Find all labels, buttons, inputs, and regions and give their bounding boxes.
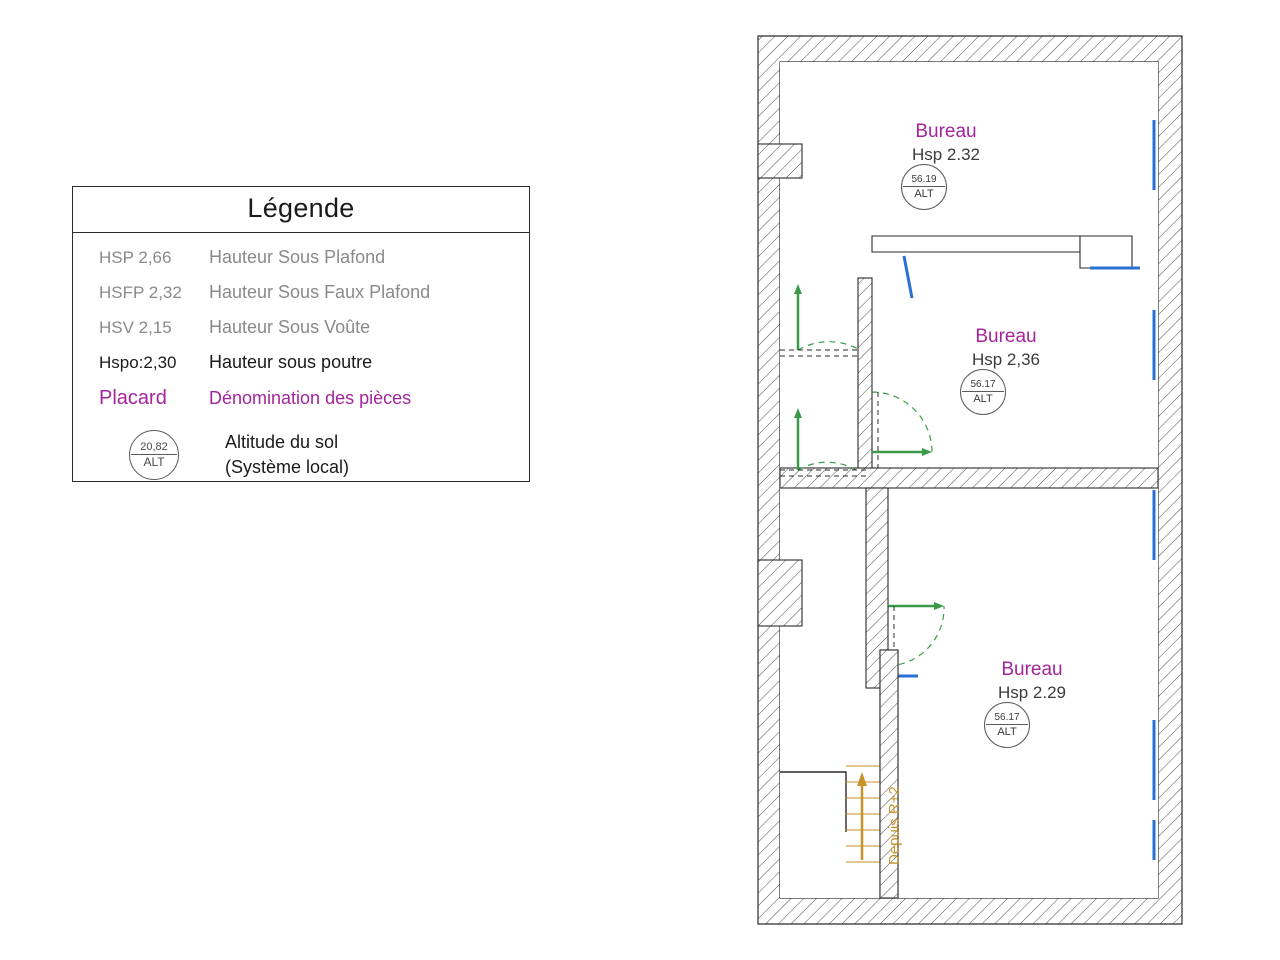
altitude-divider [962, 391, 1004, 392]
room-name: Bureau [975, 326, 1037, 347]
legend-row [73, 247, 529, 268]
legend-key: HSP 2,66 [99, 248, 172, 267]
altitude-label: ALT [914, 188, 934, 200]
legend-value: Hauteur Sous Faux Plafond [209, 282, 431, 302]
legend-row-altitude [73, 424, 529, 480]
legend-row [73, 352, 529, 373]
legend-value: Dénomination des pièces [209, 388, 412, 408]
altitude-marker-bureau-2 [960, 369, 1006, 415]
wall-jog-upper-left [758, 144, 802, 178]
altitude-value: 56.17 [970, 379, 996, 390]
legend-title: Légende [73, 187, 529, 233]
legend-rows [73, 233, 529, 480]
room-height: Hsp 2,36 [971, 349, 1041, 369]
altitude-value: 56.17 [994, 712, 1020, 723]
legend-value: Hauteur Sous Plafond [209, 247, 386, 267]
altitude-description-line2: (Système local) [225, 457, 350, 477]
altitude-label: ALT [973, 393, 993, 405]
altitude-description-line1: Altitude du sol [225, 432, 339, 452]
altitude-label: ALT [997, 726, 1017, 738]
stair-direction-label: Depuis R+2 [886, 786, 903, 865]
altitude-label: ALT [143, 455, 165, 469]
altitude-value: 56.19 [911, 174, 937, 185]
floor-plan [740, 20, 1200, 940]
altitude-marker-bureau-1 [901, 164, 947, 210]
legend-key: Hspo:2,30 [99, 353, 177, 372]
partition-wall-horizontal [780, 468, 1158, 488]
legend-value: Hauteur Sous Voûte [209, 317, 371, 337]
room-name: Bureau [915, 121, 977, 142]
altitude-marker-bureau-3 [984, 702, 1030, 748]
room-name: Bureau [1001, 659, 1063, 680]
wall-jog-lower-left [758, 560, 802, 626]
legend-key: HSV 2,15 [99, 318, 172, 337]
altitude-marker-icon [129, 430, 179, 480]
altitude-value: 20,82 [140, 441, 168, 453]
partition-wall-corridor-upper [858, 278, 872, 468]
room-label-bureau-3 [952, 658, 1112, 703]
legend-row [73, 317, 529, 338]
altitude-divider [903, 186, 945, 187]
altitude-divider [986, 724, 1028, 725]
legend-panel [72, 186, 530, 482]
legend-value: Hauteur sous poutre [209, 352, 373, 372]
room-label-bureau-1 [866, 120, 1026, 165]
altitude-description [209, 430, 349, 480]
room-label-bureau-2 [926, 325, 1086, 370]
legend-row [73, 387, 529, 410]
room-height: Hsp 2.32 [911, 144, 981, 164]
legend-key: Placard [99, 387, 167, 409]
room-height: Hsp 2.29 [997, 682, 1067, 702]
altitude-symbol [99, 430, 209, 480]
legend-row [73, 282, 529, 303]
legend-key: HSFP 2,32 [99, 283, 182, 302]
